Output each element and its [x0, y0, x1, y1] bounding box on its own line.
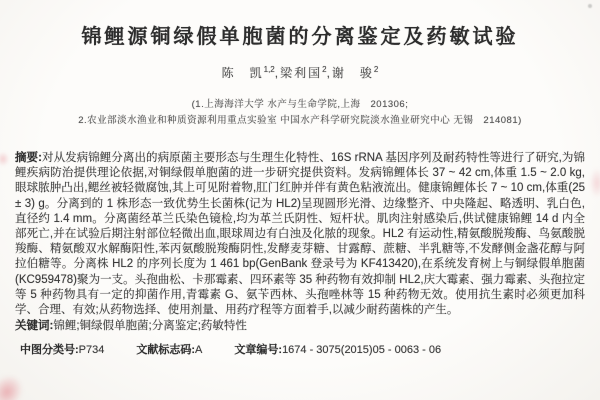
article-id [234, 341, 441, 357]
article-meta-line [20, 341, 585, 357]
scan-artifact [0, 152, 9, 166]
keywords-text: 锦鲤;铜绿假单胞菌;分离鉴定;药敏特性 [53, 320, 247, 333]
author-separator: , [274, 66, 281, 80]
abstract-text: 对从发病锦鲤分离出的病原菌主要形态与生理生化特性、16S rRNA 基因序列及耐药特性等进行了研究,为锦鲤疾病防治提供理论依据,对铜绿假单胞菌的进一步研究提供资料。发病锦鲤体长 37 ~ 42 cm,体重 1.5 ~ 2.0 kg,眼球脓肿凸出,鳃丝被轻微腐蚀,其上可见附着物,肛门红肿并伴有黄色粘液流出。健康锦鲤体长 7 ~ 10 cm,体重(25 ± 3) g。分离到的 1 株形态一致优势生长菌株(记为 HL2)呈现圆形光滑、边缘整齐、中央隆起、略透明、乳白色,直径约 1.4 mm。分离菌经革兰氏染色镜检,均为革兰氏阴性、短杆状。肌肉注射感染后,供试健康锦鲤 14 d 内全部死亡,并在试验后期注射部位轻微出血,眼球周边有白浊及化脓的现象。HL2 有运动性,精氨酸脱羧酶、鸟氨酸脱羧酶、精氨酸双水解酶阳性,苯丙氨酸脱羧酶阴性,发酵麦芽糖、甘露醇、蔗糖、半乳糖等,不发酵侧金盏花醇与阿拉伯糖等。分离株 HL2 的序列长度为 1 461 bp(GenBank 登录号为 KF413420),在系统发育树上与铜绿假单胞菌(KC959478)聚为一支。头孢曲松、卡那霉素、四环素等 35 种药物有效抑制 HL2,庆大霉素、强力霉素、头孢拉定等 5 种药物具有一定的抑菌作用,青霉素 G、氨苄西林、头孢唑林等 15 种药物无效。使用抗生素时必须更加科学、合理、有效;从药物选择、使用剂量、用药疗程等方面着手,以减少耐药菌株的产生。 [15, 152, 585, 317]
abstract-paragraph [15, 151, 585, 318]
author-name: 梁利国 [280, 66, 323, 80]
author [332, 66, 378, 80]
author-affiliation-superscript: 1,2 [263, 65, 275, 74]
clc-number-label: 中图分类号: [20, 344, 79, 357]
clc-number [20, 341, 104, 357]
paper-title: 锦鲤源铜绿假单胞菌的分离鉴定及药敏试验 [81, 26, 519, 48]
author [280, 66, 326, 80]
keywords-label: 关键词: [15, 320, 54, 333]
document-code-value: A [195, 344, 203, 357]
author-affiliation-superscript: 2 [322, 65, 327, 74]
document-code-label: 文献标志码: [136, 344, 196, 357]
author-name: 陈 凯 [221, 66, 264, 80]
article-id-label: 文章编号: [234, 344, 283, 357]
document-code [136, 341, 202, 357]
author [222, 66, 275, 80]
affiliation-line: (1.上海海洋大学 水产与生命学院,上海 201306; [191, 99, 409, 110]
author-line [0, 64, 600, 81]
author-name: 谢 骏 [331, 66, 374, 80]
scan-artifact [0, 369, 30, 400]
clc-number-value: P734 [78, 344, 105, 357]
scan-artifact [590, 168, 600, 198]
article-id-value: 1674 - 3075(2015)05 - 0063 - 06 [282, 344, 442, 357]
keywords-line [15, 319, 585, 334]
author-affiliation-superscript: 2 [373, 65, 379, 74]
author-separator: , [326, 66, 332, 80]
affiliation-line: 2.农业部淡水渔业和种质资源利用重点实验室 中国水产科学研究院淡水渔业研究中心 无锡 214081) [78, 115, 522, 126]
affiliations-block [0, 97, 600, 129]
abstract-label: 摘要: [15, 152, 42, 164]
